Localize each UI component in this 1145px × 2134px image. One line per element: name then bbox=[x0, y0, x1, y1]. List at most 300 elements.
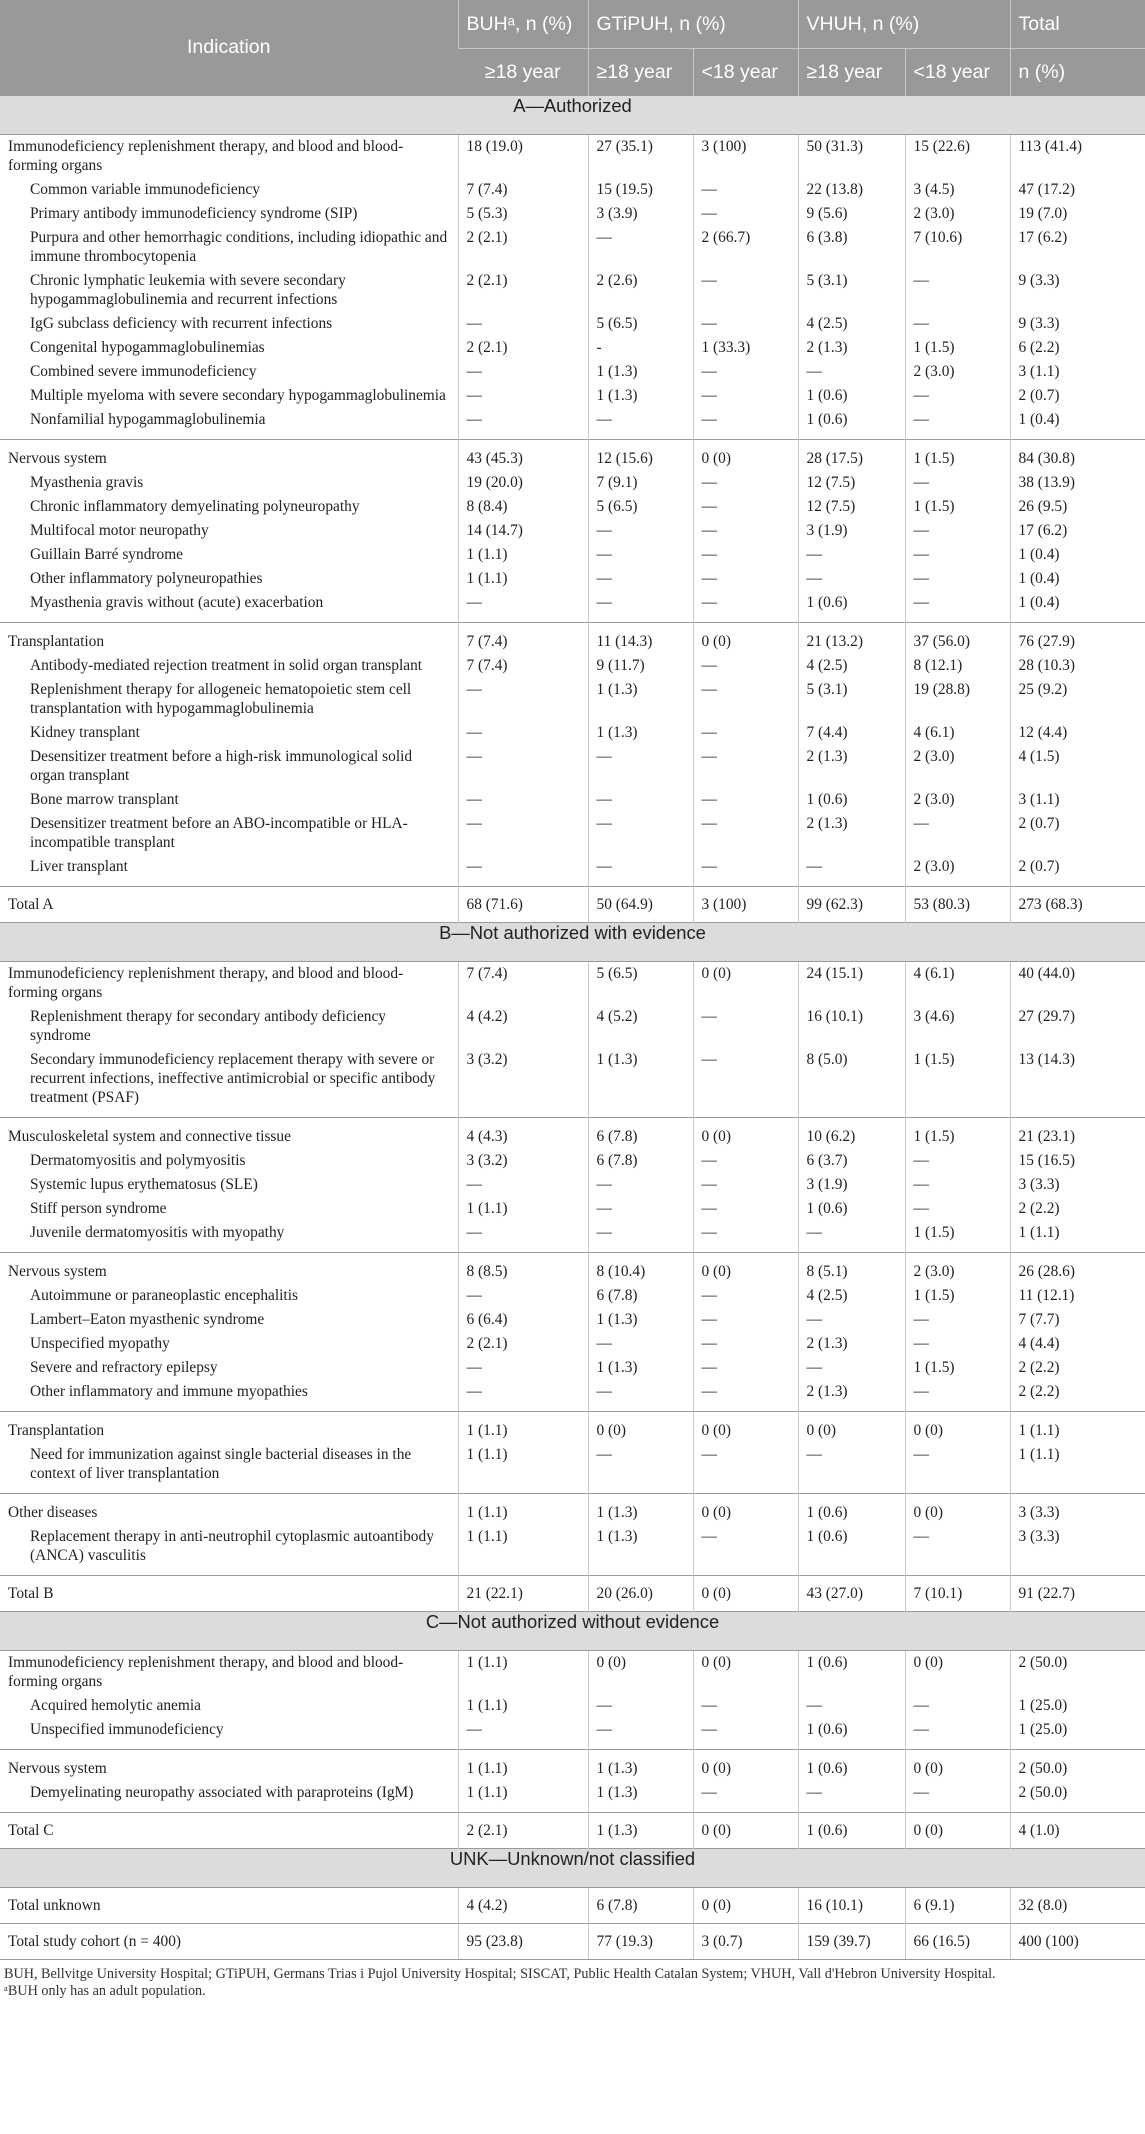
cell-gtipuh-adult: 1 (1.3) bbox=[588, 1494, 693, 1526]
cell-buh-adult: — bbox=[458, 591, 588, 623]
cell-indication: Total B bbox=[0, 1576, 458, 1612]
cell-buh-adult: — bbox=[458, 1380, 588, 1412]
cell-gtipuh-adult: — bbox=[588, 1443, 693, 1494]
cell-gtipuh-child: 0 (0) bbox=[693, 962, 798, 1006]
cell-vhuh-adult: 24 (15.1) bbox=[798, 962, 905, 1006]
cell-buh-adult: 1 (1.1) bbox=[458, 1694, 588, 1718]
indication-row bbox=[0, 1173, 1145, 1197]
cell-vhuh-adult: — bbox=[798, 567, 905, 591]
cell-gtipuh-child: — bbox=[693, 312, 798, 336]
indication-row bbox=[0, 1380, 1145, 1412]
cell-gtipuh-child: — bbox=[693, 1694, 798, 1718]
cell-buh-adult: 19 (20.0) bbox=[458, 471, 588, 495]
cell-buh-adult: — bbox=[458, 312, 588, 336]
cell-buh-adult: 1 (1.1) bbox=[458, 1412, 588, 1444]
cell-vhuh-child: 8 (12.1) bbox=[905, 654, 1010, 678]
cell-vhuh-adult: 6 (3.8) bbox=[798, 226, 905, 269]
cell-indication: Transplantation bbox=[0, 1412, 458, 1444]
cell-indication: Other diseases bbox=[0, 1494, 458, 1526]
indication-row bbox=[0, 495, 1145, 519]
cell-gtipuh-child: — bbox=[693, 1173, 798, 1197]
cell-total: 2 (50.0) bbox=[1010, 1750, 1145, 1782]
cell-gtipuh-child: 3 (100) bbox=[693, 135, 798, 179]
cell-indication: Need for immunization against single bacterial diseases in the context of liver transplantation bbox=[30, 1446, 412, 1482]
section-title: C—Not authorized without evidence bbox=[0, 1612, 1145, 1651]
cell-indication: Nervous system bbox=[0, 1253, 458, 1285]
cell-total: 9 (3.3) bbox=[1010, 312, 1145, 336]
cell-vhuh-adult: 3 (1.9) bbox=[798, 519, 905, 543]
cell-vhuh-child: — bbox=[905, 312, 1010, 336]
cell-vhuh-adult: 1 (0.6) bbox=[798, 1651, 905, 1695]
cell-vhuh-adult: — bbox=[798, 543, 905, 567]
cell-vhuh-adult: 16 (10.1) bbox=[798, 1888, 905, 1924]
cell-total: 17 (6.2) bbox=[1010, 226, 1145, 269]
cell-gtipuh-adult: — bbox=[588, 812, 693, 855]
cell-gtipuh-adult: — bbox=[588, 226, 693, 269]
cell-buh-adult: 2 (2.1) bbox=[458, 226, 588, 269]
cell-indication: Replenishment therapy for secondary antibody deficiency syndrome bbox=[30, 1008, 386, 1044]
cell-vhuh-child: 7 (10.1) bbox=[905, 1576, 1010, 1612]
category-row bbox=[0, 1253, 1145, 1285]
cell-total: 2 (50.0) bbox=[1010, 1781, 1145, 1813]
cell-indication: Nonfamilial hypogammaglobulinemia bbox=[30, 411, 266, 428]
cell-gtipuh-child: — bbox=[693, 1380, 798, 1412]
cell-buh-adult: — bbox=[458, 384, 588, 408]
cell-gtipuh-adult: 1 (1.3) bbox=[588, 1813, 693, 1849]
cell-buh-adult: 1 (1.1) bbox=[458, 1494, 588, 1526]
cell-vhuh-child: 3 (4.6) bbox=[905, 1005, 1010, 1048]
cell-total: 27 (29.7) bbox=[1010, 1005, 1145, 1048]
cell-gtipuh-child: — bbox=[693, 543, 798, 567]
cell-vhuh-adult: 1 (0.6) bbox=[798, 1813, 905, 1849]
total-row bbox=[0, 1576, 1145, 1612]
cell-buh-adult: 7 (7.4) bbox=[458, 962, 588, 1006]
cell-gtipuh-adult: 11 (14.3) bbox=[588, 623, 693, 655]
cell-total: 15 (16.5) bbox=[1010, 1149, 1145, 1173]
cell-total: 1 (25.0) bbox=[1010, 1694, 1145, 1718]
cell-indication: Myasthenia gravis without (acute) exacerbation bbox=[30, 594, 324, 611]
indication-row bbox=[0, 1718, 1145, 1750]
cell-gtipuh-adult: 2 (2.6) bbox=[588, 269, 693, 312]
cell-buh-adult: — bbox=[458, 855, 588, 887]
indication-row bbox=[0, 567, 1145, 591]
cell-vhuh-child: 0 (0) bbox=[905, 1651, 1010, 1695]
cell-buh-adult: — bbox=[458, 1284, 588, 1308]
cell-vhuh-adult: — bbox=[798, 1356, 905, 1380]
cell-vhuh-adult: — bbox=[798, 855, 905, 887]
cell-vhuh-child: 4 (6.1) bbox=[905, 962, 1010, 1006]
cell-indication: Chronic lymphatic leukemia with severe secondary hypogammaglobulinemia and recurrent infections bbox=[30, 272, 346, 308]
cell-gtipuh-child: — bbox=[693, 1356, 798, 1380]
cell-gtipuh-child: — bbox=[693, 1308, 798, 1332]
indication-row bbox=[0, 721, 1145, 745]
cell-indication: Stiff person syndrome bbox=[30, 1200, 167, 1217]
cell-gtipuh-child: 1 (33.3) bbox=[693, 336, 798, 360]
cell-gtipuh-adult: 8 (10.4) bbox=[588, 1253, 693, 1285]
cell-indication: IgG subclass deficiency with recurrent infections bbox=[30, 315, 333, 332]
cell-vhuh-child: 0 (0) bbox=[905, 1412, 1010, 1444]
indication-row bbox=[0, 654, 1145, 678]
cell-indication: Combined severe immunodeficiency bbox=[30, 363, 257, 380]
cell-vhuh-adult: 50 (31.3) bbox=[798, 135, 905, 179]
total-row bbox=[0, 1888, 1145, 1924]
cell-vhuh-adult: 9 (5.6) bbox=[798, 202, 905, 226]
cell-vhuh-adult: — bbox=[798, 1443, 905, 1494]
cell-buh-adult: — bbox=[458, 788, 588, 812]
cell-buh-adult: 1 (1.1) bbox=[458, 1651, 588, 1695]
cell-gtipuh-child: — bbox=[693, 471, 798, 495]
cell-indication: Severe and refractory epilepsy bbox=[30, 1359, 218, 1376]
cell-total: 91 (22.7) bbox=[1010, 1576, 1145, 1612]
cell-total: 11 (12.1) bbox=[1010, 1284, 1145, 1308]
category-row bbox=[0, 623, 1145, 655]
cell-vhuh-adult: — bbox=[798, 1221, 905, 1253]
cell-gtipuh-child: — bbox=[693, 1284, 798, 1308]
cell-vhuh-adult: 1 (0.6) bbox=[798, 1494, 905, 1526]
cell-gtipuh-adult: 6 (7.8) bbox=[588, 1118, 693, 1150]
cell-indication: Immunodeficiency replenishment therapy, and blood and blood-forming organs bbox=[8, 138, 404, 174]
cell-vhuh-adult: 1 (0.6) bbox=[798, 1197, 905, 1221]
cell-buh-adult: 1 (1.1) bbox=[458, 1443, 588, 1494]
indication-row bbox=[0, 336, 1145, 360]
category-row bbox=[0, 440, 1145, 472]
indication-row bbox=[0, 408, 1145, 440]
cell-gtipuh-child: — bbox=[693, 408, 798, 440]
cell-total: 84 (30.8) bbox=[1010, 440, 1145, 472]
cell-total: 26 (28.6) bbox=[1010, 1253, 1145, 1285]
cell-gtipuh-adult: 6 (7.8) bbox=[588, 1149, 693, 1173]
indication-row bbox=[0, 1221, 1145, 1253]
cell-vhuh-adult: 6 (3.7) bbox=[798, 1149, 905, 1173]
cell-vhuh-child: — bbox=[905, 471, 1010, 495]
cell-indication: Immunodeficiency replenishment therapy, and blood and blood-forming organs bbox=[8, 965, 404, 1001]
cell-vhuh-child: 0 (0) bbox=[905, 1813, 1010, 1849]
total-row bbox=[0, 887, 1145, 923]
cell-gtipuh-child: — bbox=[693, 678, 798, 721]
cell-buh-adult: 8 (8.5) bbox=[458, 1253, 588, 1285]
section-header bbox=[0, 923, 1145, 962]
cell-vhuh-child: 4 (6.1) bbox=[905, 721, 1010, 745]
indication-row bbox=[0, 745, 1145, 788]
cell-vhuh-child: 1 (1.5) bbox=[905, 495, 1010, 519]
cell-total: 25 (9.2) bbox=[1010, 678, 1145, 721]
indication-row bbox=[0, 1781, 1145, 1813]
cell-indication: Musculoskeletal system and connective tissue bbox=[0, 1118, 458, 1150]
indication-row bbox=[0, 471, 1145, 495]
cell-total: 76 (27.9) bbox=[1010, 623, 1145, 655]
header-indication: Indication bbox=[0, 0, 458, 96]
cell-total: 1 (1.1) bbox=[1010, 1443, 1145, 1494]
cohort-total-row bbox=[0, 1924, 1145, 1960]
cell-indication: Dermatomyositis and polymyositis bbox=[30, 1152, 246, 1169]
cell-indication: Desensitizer treatment before a high-risk immunological solid organ transplant bbox=[30, 748, 413, 784]
cell-buh-adult: 18 (19.0) bbox=[458, 135, 588, 179]
cell-total: 2 (2.2) bbox=[1010, 1356, 1145, 1380]
footnotes bbox=[0, 1960, 1145, 2006]
cell-indication: Total C bbox=[0, 1813, 458, 1849]
cell-gtipuh-child: 0 (0) bbox=[693, 1750, 798, 1782]
cell-gtipuh-adult: 0 (0) bbox=[588, 1412, 693, 1444]
cell-vhuh-child: — bbox=[905, 567, 1010, 591]
cell-gtipuh-adult: — bbox=[588, 1332, 693, 1356]
table-body bbox=[0, 96, 1145, 1960]
cell-total: 40 (44.0) bbox=[1010, 962, 1145, 1006]
subheader-total-n: n (%) bbox=[1010, 49, 1145, 96]
cell-gtipuh-child: — bbox=[693, 384, 798, 408]
cell-buh-adult: — bbox=[458, 360, 588, 384]
cell-gtipuh-adult: — bbox=[588, 788, 693, 812]
indication-row bbox=[0, 1284, 1145, 1308]
cell-total: 4 (1.0) bbox=[1010, 1813, 1145, 1849]
cell-buh-adult: 43 (45.3) bbox=[458, 440, 588, 472]
cell-indication: Secondary immunodeficiency replacement therapy with severe or recurrent infections, ineffective antimicrobial or specific antibody treatment (PSAF) bbox=[30, 1051, 436, 1106]
section-title: A—Authorized bbox=[0, 96, 1145, 135]
cell-vhuh-adult: 1 (0.6) bbox=[798, 591, 905, 623]
footnote-a: ᵃBUH only has an adult population. bbox=[4, 1983, 206, 1999]
cell-vhuh-child: 2 (3.0) bbox=[905, 360, 1010, 384]
cell-gtipuh-adult: — bbox=[588, 1694, 693, 1718]
cell-vhuh-child: 6 (9.1) bbox=[905, 1888, 1010, 1924]
indication-row bbox=[0, 519, 1145, 543]
cell-indication: Replenishment therapy for allogeneic hematopoietic stem cell transplantation with hypogammaglobulinemia bbox=[30, 681, 412, 717]
cell-total: 28 (10.3) bbox=[1010, 654, 1145, 678]
cell-gtipuh-child: — bbox=[693, 1443, 798, 1494]
cell-gtipuh-adult: 1 (1.3) bbox=[588, 1750, 693, 1782]
indication-row bbox=[0, 788, 1145, 812]
cell-total: 400 (100) bbox=[1010, 1924, 1145, 1960]
category-row bbox=[0, 1750, 1145, 1782]
cell-gtipuh-adult: 1 (1.3) bbox=[588, 1356, 693, 1380]
cell-vhuh-child: — bbox=[905, 408, 1010, 440]
cell-vhuh-adult: 12 (7.5) bbox=[798, 495, 905, 519]
indication-row bbox=[0, 855, 1145, 887]
cell-vhuh-child: — bbox=[905, 1781, 1010, 1813]
cell-gtipuh-child: — bbox=[693, 1781, 798, 1813]
cell-buh-adult: — bbox=[458, 1718, 588, 1750]
cell-buh-adult: 1 (1.1) bbox=[458, 1781, 588, 1813]
cell-vhuh-adult: 21 (13.2) bbox=[798, 623, 905, 655]
cell-vhuh-child: — bbox=[905, 1380, 1010, 1412]
cell-total: 4 (4.4) bbox=[1010, 1332, 1145, 1356]
indication-row bbox=[0, 812, 1145, 855]
cell-vhuh-adult: 16 (10.1) bbox=[798, 1005, 905, 1048]
cell-buh-adult: 2 (2.1) bbox=[458, 1813, 588, 1849]
subheader-vhuh-child: <18 year bbox=[905, 49, 1010, 96]
indication-row bbox=[0, 360, 1145, 384]
cell-buh-adult: — bbox=[458, 812, 588, 855]
cell-vhuh-child: — bbox=[905, 519, 1010, 543]
cell-buh-adult: 14 (14.7) bbox=[458, 519, 588, 543]
cell-indication: Nervous system bbox=[0, 440, 458, 472]
table-header bbox=[0, 0, 1145, 96]
cell-gtipuh-adult: — bbox=[588, 543, 693, 567]
cell-vhuh-adult: 4 (2.5) bbox=[798, 1284, 905, 1308]
cell-vhuh-child: 3 (4.5) bbox=[905, 178, 1010, 202]
cell-gtipuh-adult: 5 (6.5) bbox=[588, 495, 693, 519]
cell-buh-adult: 7 (7.4) bbox=[458, 654, 588, 678]
cell-vhuh-child: 1 (1.5) bbox=[905, 1221, 1010, 1253]
cell-gtipuh-child: — bbox=[693, 178, 798, 202]
cell-gtipuh-child: — bbox=[693, 1525, 798, 1576]
cell-total: 1 (0.4) bbox=[1010, 567, 1145, 591]
cell-gtipuh-adult: — bbox=[588, 1173, 693, 1197]
cell-gtipuh-child: — bbox=[693, 519, 798, 543]
cell-total: 6 (2.2) bbox=[1010, 336, 1145, 360]
cell-gtipuh-child: 0 (0) bbox=[693, 623, 798, 655]
cell-vhuh-adult: 3 (1.9) bbox=[798, 1173, 905, 1197]
cell-vhuh-child: — bbox=[905, 1308, 1010, 1332]
cell-vhuh-adult: 28 (17.5) bbox=[798, 440, 905, 472]
cell-gtipuh-adult: 0 (0) bbox=[588, 1651, 693, 1695]
cell-vhuh-adult: 2 (1.3) bbox=[798, 1380, 905, 1412]
cell-gtipuh-adult: 5 (6.5) bbox=[588, 312, 693, 336]
cell-vhuh-child: — bbox=[905, 591, 1010, 623]
cell-gtipuh-adult: — bbox=[588, 1380, 693, 1412]
cell-gtipuh-adult: — bbox=[588, 567, 693, 591]
cell-buh-adult: 2 (2.1) bbox=[458, 269, 588, 312]
cell-total: 3 (3.3) bbox=[1010, 1173, 1145, 1197]
cell-indication: Acquired hemolytic anemia bbox=[30, 1697, 201, 1714]
indication-row bbox=[0, 1308, 1145, 1332]
cell-gtipuh-adult: 15 (19.5) bbox=[588, 178, 693, 202]
cell-total: 3 (3.3) bbox=[1010, 1525, 1145, 1576]
cell-gtipuh-child: 3 (0.7) bbox=[693, 1924, 798, 1960]
cell-gtipuh-adult: 20 (26.0) bbox=[588, 1576, 693, 1612]
cell-vhuh-child: 1 (1.5) bbox=[905, 1118, 1010, 1150]
cell-buh-adult: 3 (3.2) bbox=[458, 1149, 588, 1173]
header-gtipuh: GTiPUH, n (%) bbox=[588, 0, 798, 49]
cell-buh-adult: 1 (1.1) bbox=[458, 567, 588, 591]
total-row bbox=[0, 1813, 1145, 1849]
cell-buh-adult: 1 (1.1) bbox=[458, 1750, 588, 1782]
cell-buh-adult: — bbox=[458, 1356, 588, 1380]
cell-gtipuh-adult: 3 (3.9) bbox=[588, 202, 693, 226]
cell-total: 7 (7.7) bbox=[1010, 1308, 1145, 1332]
cell-indication: Multiple myeloma with severe secondary hypogammaglobulinemia bbox=[30, 387, 446, 404]
cell-indication: Demyelinating neuropathy associated with paraproteins (IgM) bbox=[30, 1784, 414, 1801]
cell-buh-adult: 1 (1.1) bbox=[458, 1197, 588, 1221]
cell-vhuh-child: — bbox=[905, 543, 1010, 567]
cell-gtipuh-child: — bbox=[693, 202, 798, 226]
cell-gtipuh-child: 0 (0) bbox=[693, 1576, 798, 1612]
cell-total: 3 (1.1) bbox=[1010, 788, 1145, 812]
subheader-vhuh-adult: ≥18 year bbox=[798, 49, 905, 96]
indication-row bbox=[0, 202, 1145, 226]
indication-row bbox=[0, 543, 1145, 567]
cell-vhuh-child: — bbox=[905, 1149, 1010, 1173]
cell-total: 38 (13.9) bbox=[1010, 471, 1145, 495]
category-row bbox=[0, 962, 1145, 1006]
cell-vhuh-adult: — bbox=[798, 360, 905, 384]
cell-vhuh-adult: 2 (1.3) bbox=[798, 812, 905, 855]
cell-vhuh-child: 2 (3.0) bbox=[905, 202, 1010, 226]
section-header bbox=[0, 1849, 1145, 1888]
cell-total: 21 (23.1) bbox=[1010, 1118, 1145, 1150]
cell-buh-adult: 6 (6.4) bbox=[458, 1308, 588, 1332]
cell-gtipuh-adult: 1 (1.3) bbox=[588, 384, 693, 408]
cell-total: 4 (1.5) bbox=[1010, 745, 1145, 788]
cell-gtipuh-adult: 50 (64.9) bbox=[588, 887, 693, 923]
cell-vhuh-child: — bbox=[905, 1718, 1010, 1750]
cell-gtipuh-child: 0 (0) bbox=[693, 1494, 798, 1526]
cell-indication: Systemic lupus erythematosus (SLE) bbox=[30, 1176, 258, 1193]
header-vhuh: VHUH, n (%) bbox=[798, 0, 1010, 49]
footnote-abbreviations: BUH, Bellvitge University Hospital; GTiPUH, Germans Trias i Pujol University Hospital; SISCAT, Public Health Catalan System; VHUH, Vall d'Hebron University Hospital. bbox=[4, 1966, 996, 1982]
cell-vhuh-child: 0 (0) bbox=[905, 1494, 1010, 1526]
indication-row bbox=[0, 178, 1145, 202]
cell-buh-adult: 68 (71.6) bbox=[458, 887, 588, 923]
indication-row bbox=[0, 1356, 1145, 1380]
cell-vhuh-adult: 2 (1.3) bbox=[798, 745, 905, 788]
cell-indication: Bone marrow transplant bbox=[30, 791, 179, 808]
cell-gtipuh-child: — bbox=[693, 567, 798, 591]
cell-gtipuh-child: 0 (0) bbox=[693, 1888, 798, 1924]
header-buh: BUHᵃ, n (%) bbox=[458, 0, 588, 49]
cell-vhuh-child: — bbox=[905, 269, 1010, 312]
cell-vhuh-child: 2 (3.0) bbox=[905, 855, 1010, 887]
cell-gtipuh-adult: 27 (35.1) bbox=[588, 135, 693, 179]
cell-indication: Autoimmune or paraneoplastic encephalitis bbox=[30, 1287, 298, 1304]
cell-vhuh-child: 2 (3.0) bbox=[905, 1253, 1010, 1285]
cell-gtipuh-adult: — bbox=[588, 745, 693, 788]
cell-vhuh-adult: 4 (2.5) bbox=[798, 312, 905, 336]
cell-gtipuh-adult: — bbox=[588, 1197, 693, 1221]
cell-vhuh-adult: — bbox=[798, 1781, 905, 1813]
cell-vhuh-adult: 5 (3.1) bbox=[798, 269, 905, 312]
cell-vhuh-child: — bbox=[905, 384, 1010, 408]
cell-vhuh-child: 0 (0) bbox=[905, 1750, 1010, 1782]
cell-gtipuh-adult: 1 (1.3) bbox=[588, 1048, 693, 1118]
cell-vhuh-child: 2 (3.0) bbox=[905, 788, 1010, 812]
cell-indication: Purpura and other hemorrhagic conditions, including idiopathic and immune thrombocytopenia bbox=[30, 229, 448, 265]
cell-indication: Nervous system bbox=[0, 1750, 458, 1782]
cell-gtipuh-child: — bbox=[693, 1221, 798, 1253]
cell-gtipuh-child: — bbox=[693, 812, 798, 855]
cell-gtipuh-adult: — bbox=[588, 591, 693, 623]
cell-gtipuh-child: 0 (0) bbox=[693, 1651, 798, 1695]
indication-row bbox=[0, 1149, 1145, 1173]
header-total: Total bbox=[1010, 0, 1145, 49]
cell-buh-adult: 1 (1.1) bbox=[458, 543, 588, 567]
indication-row bbox=[0, 226, 1145, 269]
cell-buh-adult: 7 (7.4) bbox=[458, 623, 588, 655]
section-header bbox=[0, 1612, 1145, 1651]
cell-gtipuh-adult: — bbox=[588, 1718, 693, 1750]
cell-indication: Transplantation bbox=[0, 623, 458, 655]
cell-gtipuh-adult: 9 (11.7) bbox=[588, 654, 693, 678]
cell-gtipuh-child: — bbox=[693, 654, 798, 678]
cell-total: 26 (9.5) bbox=[1010, 495, 1145, 519]
cell-indication: Desensitizer treatment before an ABO-incompatible or HLA-incompatible transplant bbox=[30, 815, 408, 851]
cell-buh-adult: — bbox=[458, 678, 588, 721]
cell-vhuh-child: — bbox=[905, 1443, 1010, 1494]
cell-gtipuh-child: — bbox=[693, 495, 798, 519]
cell-total: 1 (0.4) bbox=[1010, 591, 1145, 623]
cell-indication: Multifocal motor neuropathy bbox=[30, 522, 209, 539]
cell-vhuh-child: 1 (1.5) bbox=[905, 336, 1010, 360]
cell-total: 1 (25.0) bbox=[1010, 1718, 1145, 1750]
indication-row bbox=[0, 1694, 1145, 1718]
cell-gtipuh-child: 0 (0) bbox=[693, 440, 798, 472]
cell-gtipuh-adult: 6 (7.8) bbox=[588, 1284, 693, 1308]
cell-indication: Replacement therapy in anti-neutrophil cytoplasmic autoantibody (ANCA) vasculitis bbox=[30, 1528, 434, 1564]
cell-indication: Other inflammatory polyneuropathies bbox=[30, 570, 263, 587]
indication-row bbox=[0, 1332, 1145, 1356]
section-title: B—Not authorized with evidence bbox=[0, 923, 1145, 962]
section-header bbox=[0, 96, 1145, 135]
cell-total: 2 (0.7) bbox=[1010, 855, 1145, 887]
cell-vhuh-child: 15 (22.6) bbox=[905, 135, 1010, 179]
